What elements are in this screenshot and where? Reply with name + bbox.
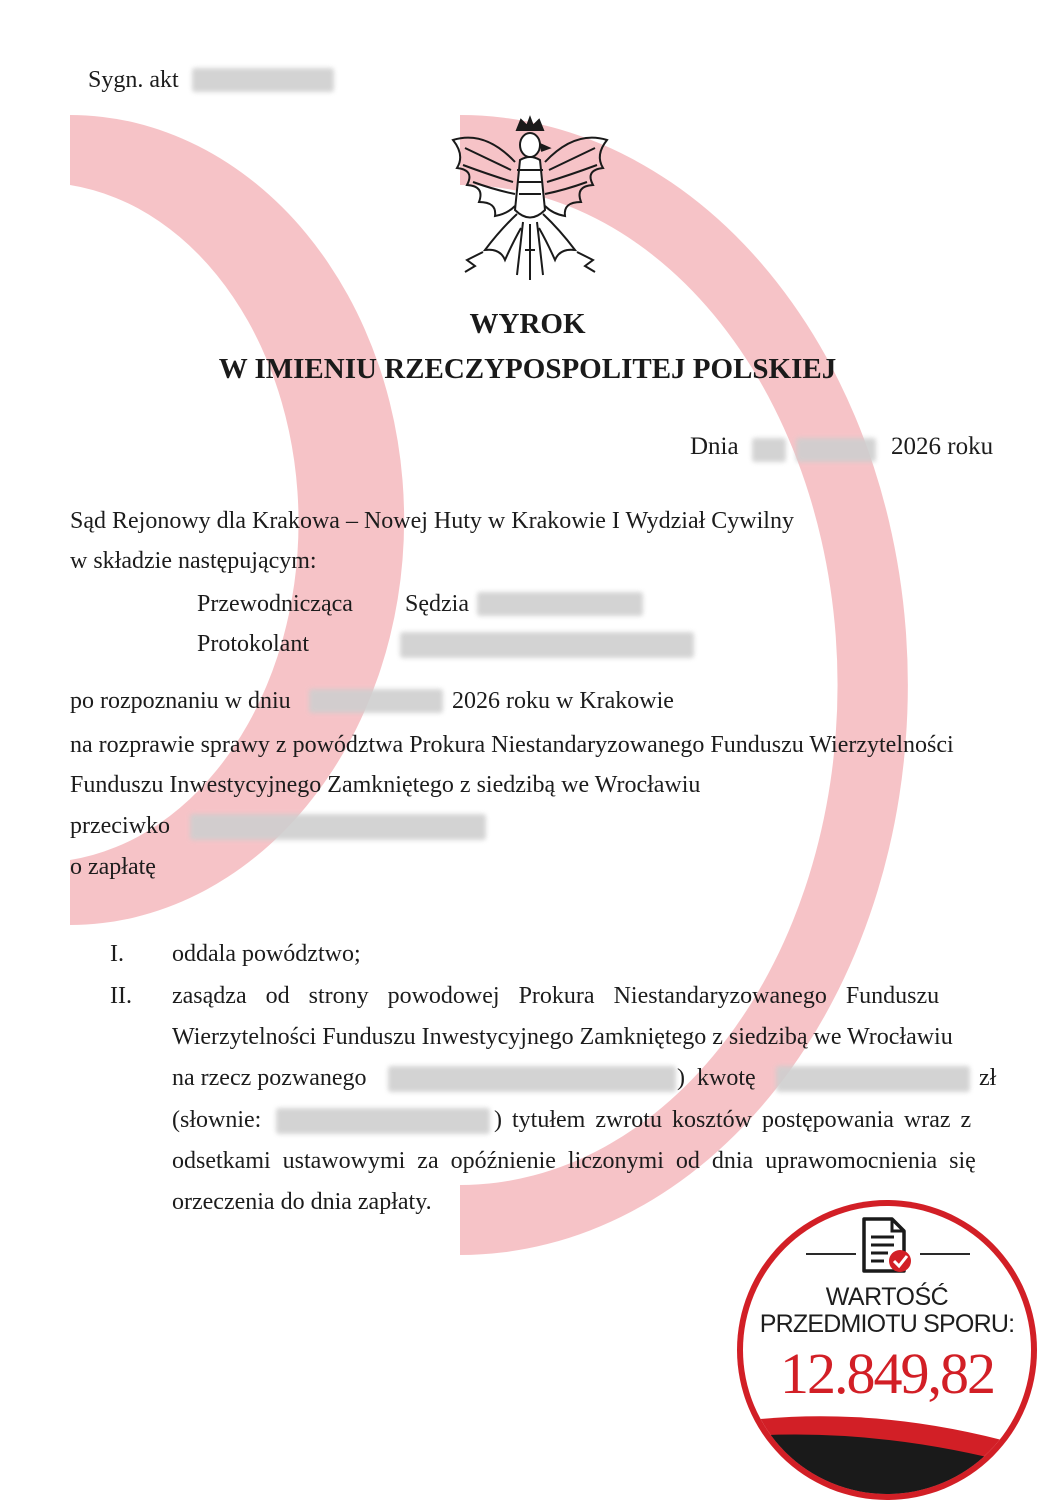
ruling-item2-number: II. (110, 983, 132, 1009)
judge-name-redacted (477, 592, 643, 616)
ruling-item2-line4-prefix: (słownie: (172, 1107, 262, 1133)
document-check-icon (860, 1215, 916, 1277)
defendant-name-redacted (190, 814, 486, 840)
polish-eagle-emblem-icon (445, 110, 615, 285)
dispute-value-badge (734, 1197, 1040, 1503)
defendant-redacted (388, 1066, 676, 1092)
date-prefix: Dnia (690, 433, 739, 460)
court-composition: w składzie następującym: (70, 548, 317, 574)
date-suffix: 2026 roku (891, 433, 994, 460)
hearing-date-suffix: 2026 roku w Krakowie (452, 688, 674, 714)
ruling-item2-line3-mid: ) kwotę (677, 1065, 756, 1091)
document-subtitle: W IMIENIU RZECZYPOSPOLITEJ POLSKIEJ (218, 353, 837, 385)
badge-value: 12.849,82 (780, 1341, 994, 1406)
amount-redacted (776, 1066, 970, 1092)
case-number-label: Sygn. akt (88, 67, 179, 93)
ruling-item1-text: oddala powództwo; (172, 941, 361, 967)
clerk-name-redacted (400, 632, 694, 658)
ruling-item2-line4-suffix: ) tytułem zwrotu kosztów postępowania wraz z (494, 1107, 972, 1133)
date-month-redacted (796, 438, 876, 462)
ruling-item2-line3-prefix: na rzecz pozwanego (172, 1065, 367, 1091)
hearing-plaintiff-line1: na rozprawie sprawy z powództwa Prokura Niestandaryzowanego Funduszu Wierzytelności (70, 732, 954, 758)
ruling-item1-number: I. (110, 941, 124, 967)
hearing-date-prefix: po rozpoznaniu w dniu (70, 688, 291, 714)
against-label: przeciwko (70, 813, 170, 839)
court-name: Sąd Rejonowy dla Krakowa – Nowej Huty w Krakowie I Wydział Cywilny (70, 508, 794, 534)
clerk-label: Protokolant (197, 631, 309, 657)
judge-label: Sędzia (405, 591, 469, 617)
badge-label-line1: WARTOŚĆ (825, 1283, 949, 1311)
hearing-plaintiff-line2: Funduszu Inwestycyjnego Zamkniętego z siedzibą we Wrocławiu (70, 772, 701, 798)
ruling-item2-line5: odsetkami ustawowymi za opóźnienie liczonymi od dnia uprawomocnienia się (172, 1148, 976, 1174)
date-day-redacted (752, 438, 786, 462)
badge-label-line2: PRZEDMIOTU SPORU: (759, 1310, 1015, 1338)
hearing-date-redacted (309, 689, 443, 713)
document-title: WYROK (469, 308, 586, 340)
ruling-item2-line2: Wierzytelności Funduszu Inwestycyjnego Zamkniętego z siedzibą we Wrocławiu (172, 1024, 953, 1050)
ruling-item2-line3-suffix: zł (979, 1065, 997, 1091)
case-subject: o zapłatę (70, 854, 156, 880)
presiding-label: Przewodnicząca (197, 591, 353, 617)
amount-words-redacted (276, 1108, 490, 1134)
case-number-redacted (192, 68, 334, 92)
ruling-item2-line6: orzeczenia do dnia zapłaty. (172, 1189, 432, 1215)
ruling-item2-line1: zasądza od strony powodowej Prokura Niestandaryzowanego Funduszu (172, 983, 940, 1009)
